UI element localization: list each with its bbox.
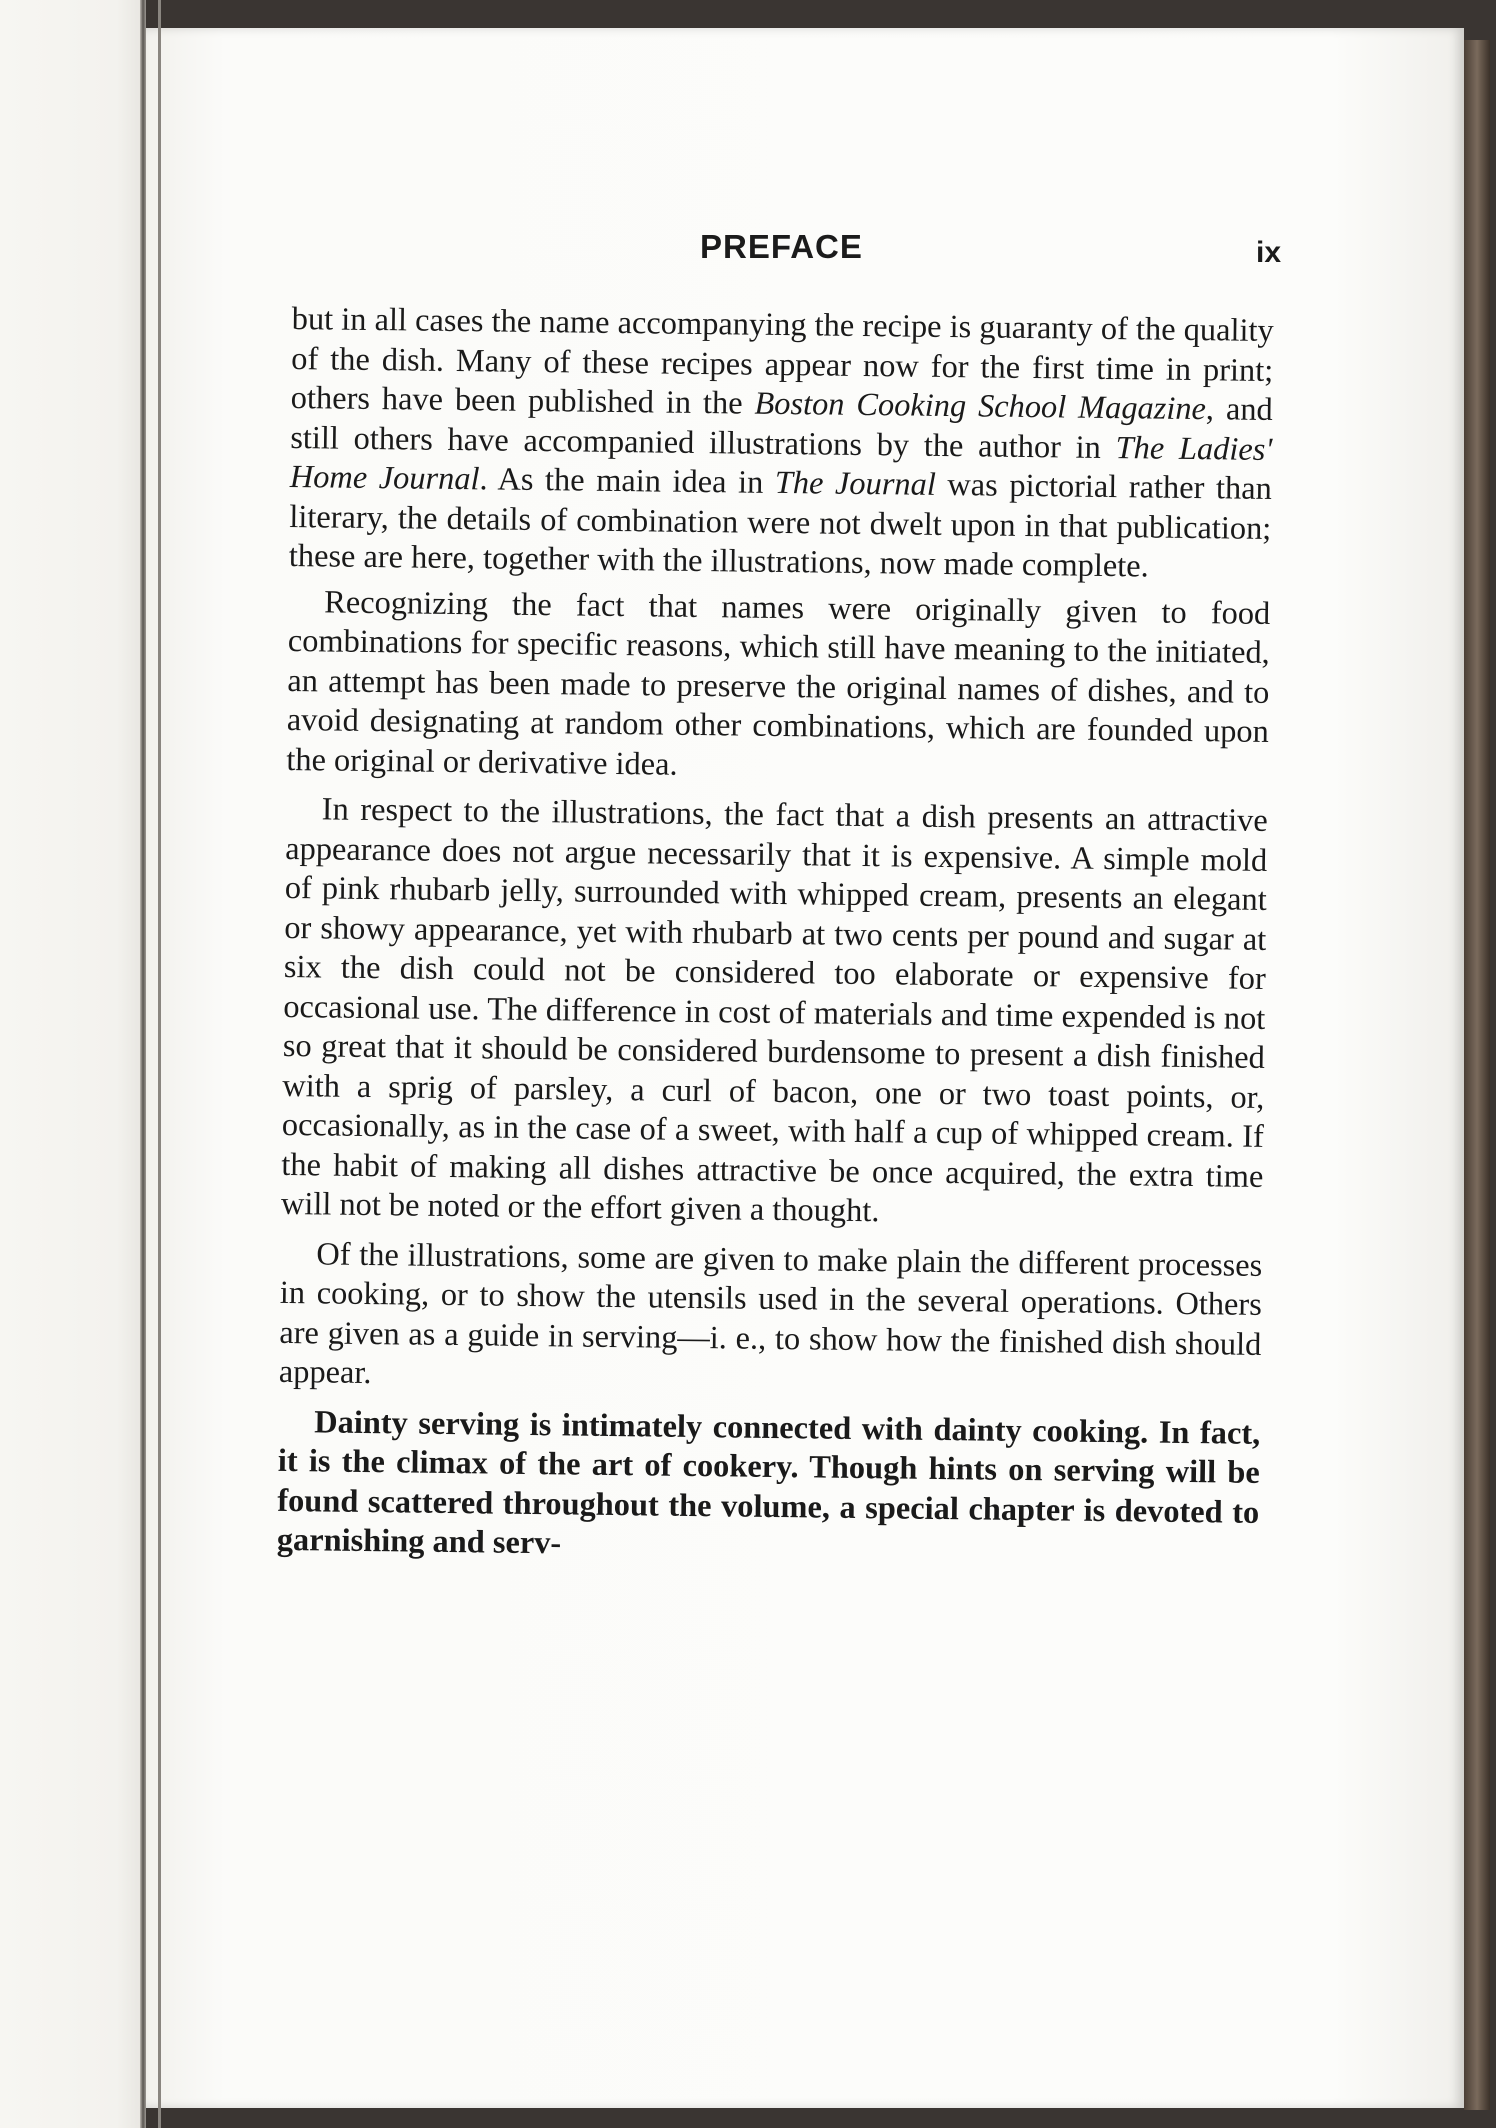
text-segment: , and still others have accompanied illustrations by the author in xyxy=(290,391,1273,466)
page-inner-edge xyxy=(158,0,161,2128)
paragraph-1 xyxy=(289,300,1274,588)
text-segment: but in all cases the name accompanying the recipe is guaranty of the quality of the dish. Many of these recipes appear now for the first time in print; others have been published in the xyxy=(290,300,1274,422)
text-segment: . As the main idea in xyxy=(479,461,776,501)
text-segment: Recognizing the fact that names were originally given to food combinations for specific reasons, which still have meaning to the initiated, an attempt has been made to preserve the original names of dishes, and to avoid designating at random other combinations, which are founded upon the original or derivative idea. xyxy=(286,583,1271,783)
paragraph-2 xyxy=(286,582,1270,791)
paragraph-3 xyxy=(281,790,1268,1236)
page-header xyxy=(0,228,1496,276)
journal-short-title: The Journal xyxy=(774,464,937,503)
text-segment: Of the illustrations, some are given to make plain the different processes in cooking, or to show the utensils used in the several operations. Others are given as a guide in serving—i. e., to show how the finished dish should appear. xyxy=(278,1235,1263,1392)
text-segment: Dainty serving is intimately connected with dainty cooking. In fact, it is the climax of the art of cookery. Though hints on serving will be found scattered throughout the volume, a special chapter is devoted to garnishing and serv- xyxy=(276,1403,1261,1562)
preface-body xyxy=(276,300,1273,1582)
paragraph-4 xyxy=(279,1234,1263,1404)
journal-title: The Ladies' Home Journal xyxy=(289,429,1273,498)
magazine-title: Boston Cooking School Magazine xyxy=(754,385,1207,428)
page-number: ix xyxy=(1256,236,1282,269)
book-cover-edge xyxy=(1464,40,1490,2110)
text-segment: was pictorial rather than literary, the details of combination were not dwelt upon in that publication; these are here, together with the illustrations, now made complete. xyxy=(288,466,1272,585)
paragraph-5 xyxy=(277,1402,1261,1572)
text-segment: In respect to the illustrations, the fact that a dish presents an attractive appearance does not argue necessarily that it is expensive. A simple mold of pink rhubarb jelly, surrounded with whipped cream, presents an elegant or showy appearance, yet with rhubarb at two cents per pound and sugar at six the dish could not be considered too elaborate or expensive for occasional use. The difference in cost of materials and time expended is not so great that it should be considered burdensome to present a dish finished with a sprig of parsley, a curl of bacon, one or two toast points, or, occasionally, as in the case of a sweet, with half a cup of whipped cream. If the habit of making all dishes attractive be once acquired, the extra time will not be noted or the effort given a thought. xyxy=(280,791,1268,1230)
running-title: PREFACE xyxy=(700,228,863,265)
left-facing-page xyxy=(0,0,146,2128)
